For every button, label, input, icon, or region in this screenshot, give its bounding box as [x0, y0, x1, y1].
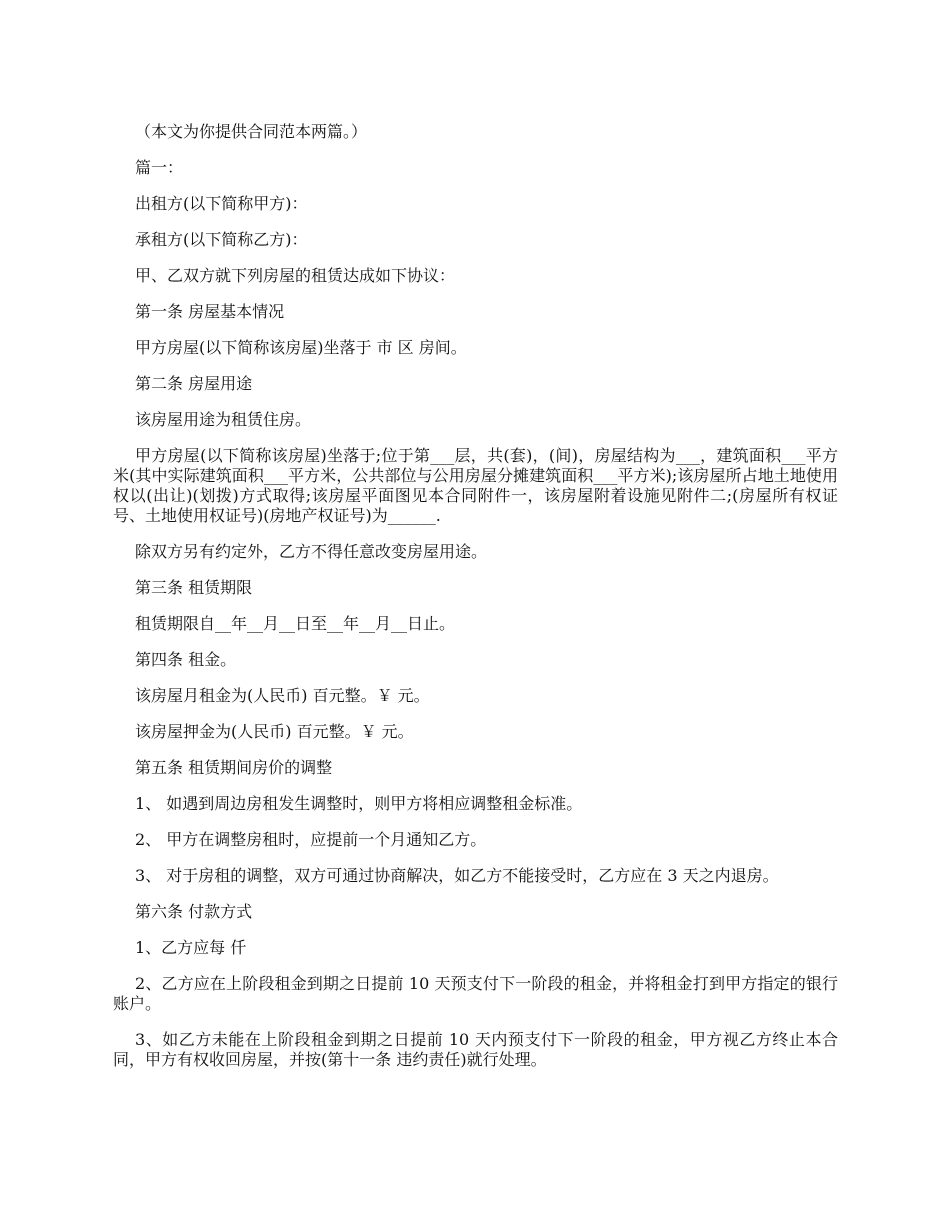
- article-3-heading: 第三条 租赁期限: [135, 578, 253, 597]
- article-6-item-3: 3、如乙方未能在上阶段租金到期之日提前 10 天内预支付下一阶段的租金，甲方视乙方终止本合同，甲方有权收回房屋，并按(第十一条 违约责任)就行处理。: [113, 1030, 838, 1069]
- lease-term-line: 租赁期限自__年__月__日至__年__月__日止。: [135, 614, 456, 633]
- article-1-heading: 第一条 房屋基本情况: [135, 302, 285, 321]
- article-2-usage: 该房屋用途为租赁住房。: [135, 410, 312, 429]
- lessee-line: 承租方(以下简称乙方)：: [135, 230, 308, 249]
- deposit-line: 该房屋押金为(人民币) 百元整。￥ 元。: [135, 722, 414, 741]
- section-heading-part-one: 篇一：: [135, 158, 184, 177]
- lessor-line: 出租方(以下简称甲方)：: [135, 194, 308, 213]
- intro-note: （本文为你提供合同范本两篇。）: [135, 122, 368, 141]
- article-5-item-2: 2、 甲方在调整房租时，应提前一个月通知乙方。: [135, 830, 487, 849]
- agreement-intro: 甲、乙双方就下列房屋的租赁达成如下协议：: [135, 266, 456, 285]
- article-1-location: 甲方房屋(以下简称该房屋)坐落于 市 区 房间。: [135, 338, 467, 357]
- document-body: [113, 122, 838, 1086]
- monthly-rent-line: 该房屋月租金为(人民币) 百元整。￥ 元。: [135, 686, 430, 705]
- article-5-item-1: 1、 如遇到周边房租发生调整时，则甲方将相应调整租金标准。: [135, 794, 583, 813]
- article-5-item-3: 3、 对于房租的调整，双方可通过协商解决，如乙方不能接受时，乙方应在 3 天之内退房。: [135, 866, 779, 885]
- article-4-heading: 第四条 租金。: [135, 650, 237, 669]
- article-2-heading: 第二条 房屋用途: [135, 374, 253, 393]
- article-5-heading: 第五条 租赁期间房价的调整: [135, 758, 333, 777]
- usage-restriction: 除双方另有约定外，乙方不得任意改变房屋用途。: [135, 542, 488, 561]
- property-details-paragraph: 甲方房屋(以下简称该房屋)坐落于;位于第___层，共(套)，(间)，房屋结构为___，建筑面积___平方米(其中实际建筑面积___平方米，公共部位与公用房屋分摊建筑面积___平方米);该房屋所占地土地使用权以(出让)(划拨)方式取得;该房屋平面图见本合同附件一，该房屋附着设施见附件二;(房屋所有权证号、土地使用权证号)(房地产权证号)为______.: [113, 446, 838, 525]
- article-6-item-1: 1、乙方应每 仟: [135, 938, 247, 957]
- article-6-heading: 第六条 付款方式: [135, 902, 253, 921]
- article-6-item-2: 2、乙方应在上阶段租金到期之日提前 10 天预支付下一阶段的租金，并将租金打到甲方指定的银行账户。: [113, 974, 838, 1013]
